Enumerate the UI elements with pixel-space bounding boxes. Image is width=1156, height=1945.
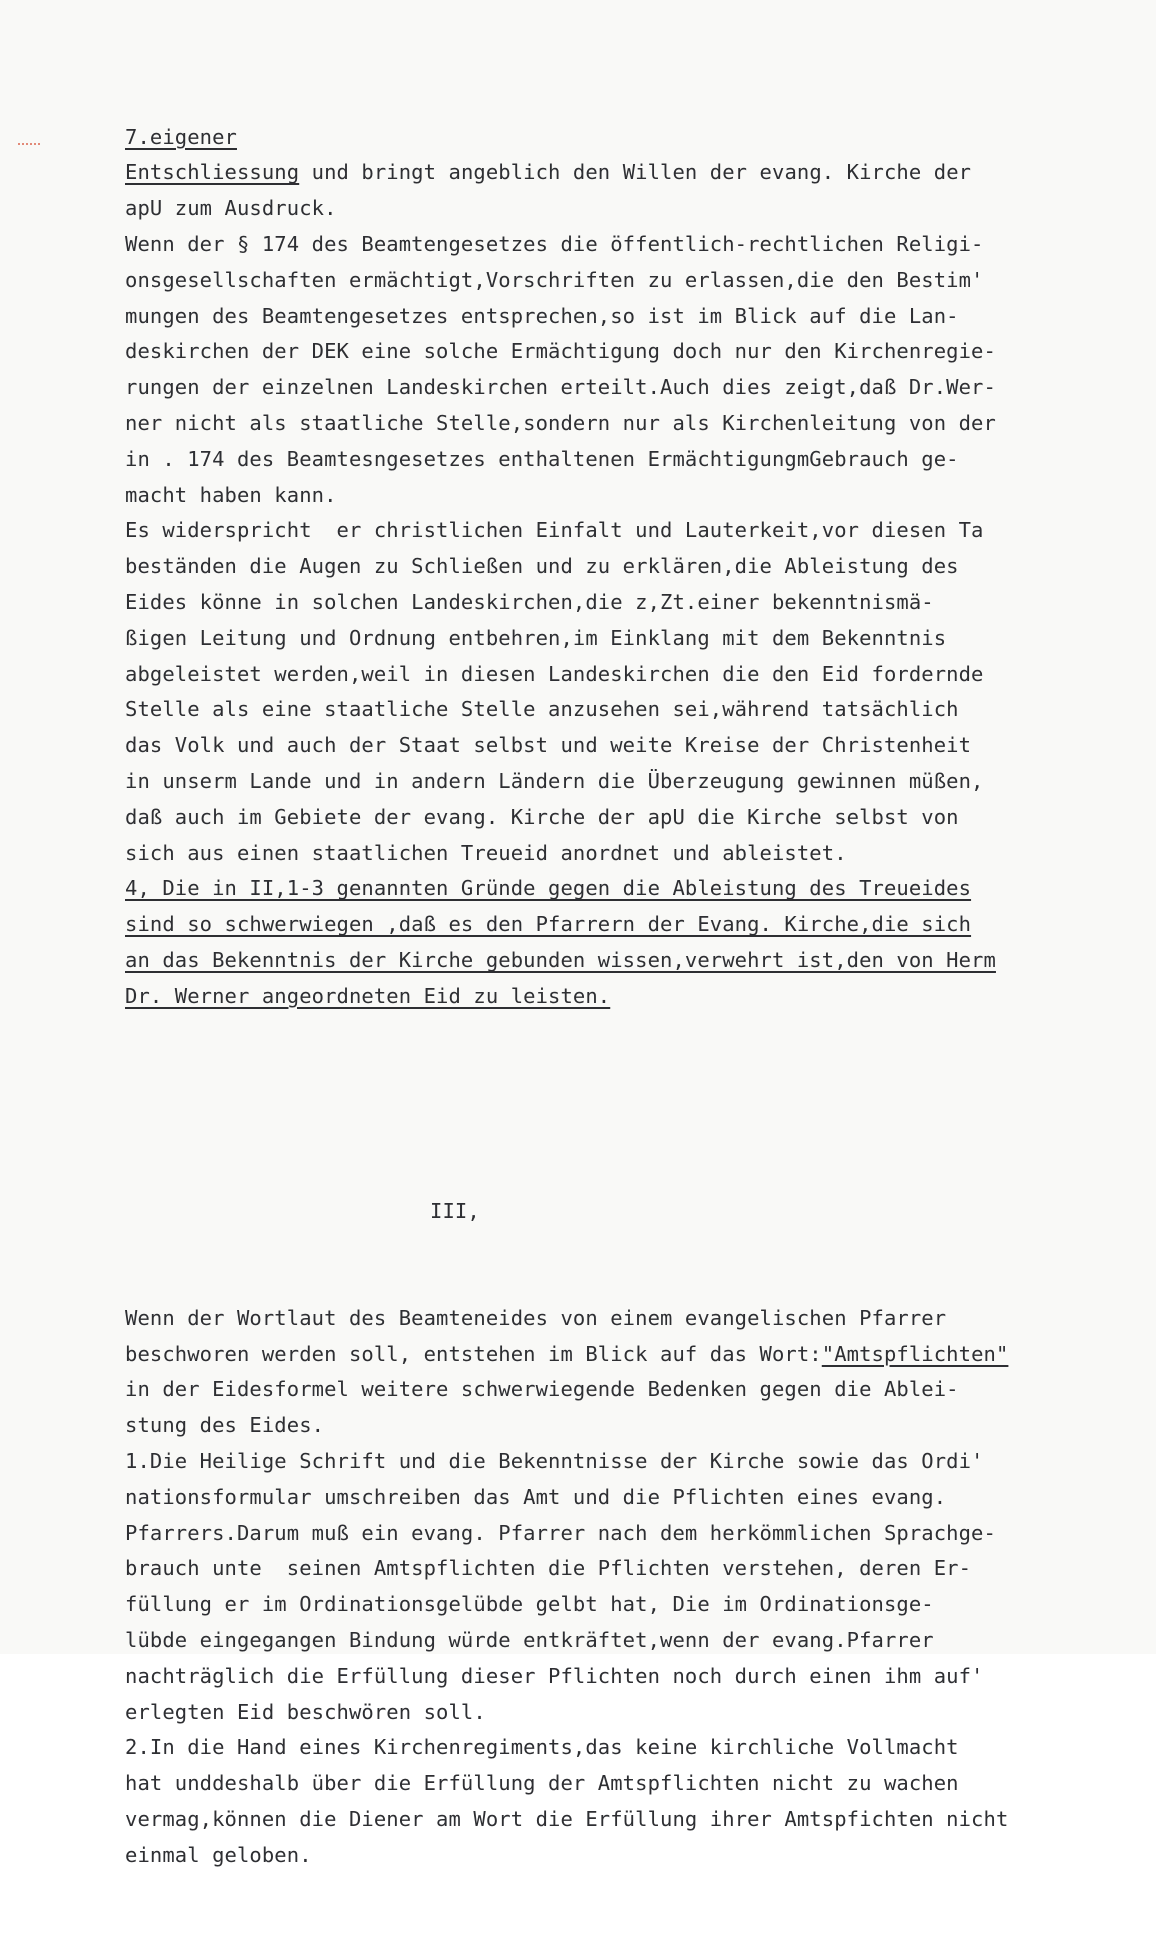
- text-line: mungen des Beamtengesetzes entsprechen,so ist im Blick auf die Lan-: [125, 303, 959, 328]
- text-line: lübde eingegangen Bindung würde entkräftet,wenn der evang.Pfarrer: [125, 1628, 934, 1653]
- section-heading: III,: [430, 1198, 480, 1223]
- text-line: beschworen werden soll, entstehen im Blick auf das Wort:"Amtspflichten": [125, 1341, 1009, 1366]
- text-line: in . 174 des Beamtesngesetzes enthaltenen ErmächtigungmGebrauch ge-: [125, 446, 959, 471]
- text-block-2: [125, 1301, 1135, 1874]
- text-line: Wenn der Wortlaut des Beamteneides von einem evangelischen Pfarrer: [125, 1305, 947, 1330]
- text-line: ßigen Leitung und Ordnung entbehren,im Einklang mit dem Bekenntnis: [125, 625, 947, 650]
- underlined-text: an das Bekenntnis der Kirche gebunden wissen,verwehrt ist,den von Herm: [125, 947, 996, 972]
- text-line: deskirchen der DEK eine solche Ermächtigung doch nur den Kirchenregie-: [125, 339, 996, 364]
- text-line: 2.In die Hand eines Kirchenregiments,das keine kirchliche Vollmacht: [125, 1735, 959, 1760]
- text-line: füllung er im Ordinationsgelübde gelbt hat, Die im Ordinationsge-: [125, 1592, 934, 1617]
- text-line: in unserm Lande und in andern Ländern die Überzeugung gewinnen müßen,: [125, 768, 984, 793]
- text-line: erlegten Eid beschwören soll.: [125, 1699, 486, 1724]
- text-line: [125, 871, 1135, 907]
- text-line: nachträglich die Erfüllung dieser Pflichten noch durch einen ihm auf': [125, 1663, 984, 1688]
- text-line: in der Eidesformel weitere schwerwiegende Bedenken gegen die Ablei-: [125, 1377, 959, 1402]
- text-line: Wenn der § 174 des Beamtengesetzes die öffentlich-rechtlichen Religi-: [125, 231, 984, 256]
- text-line: stung des Eides.: [125, 1413, 325, 1438]
- text-line: sich aus einen staatlichen Treueid anordnet und ableistet.: [125, 840, 847, 865]
- text-line: Stelle als eine staatliche Stelle anzusehen sei,während tatsächlich: [125, 697, 959, 722]
- text-line: beständen die Augen zu Schließen und zu erklären,die Ableistung des: [125, 554, 959, 579]
- text-line: [125, 943, 1135, 979]
- text-line: das Volk und auch der Staat selbst und weite Kreise der Christenheit: [125, 733, 972, 758]
- text-line: 1.Die Heilige Schrift und die Bekenntnisse der Kirche sowie das Ordi': [125, 1449, 984, 1474]
- text-line: Es widerspricht er christlichen Einfalt und Lauterkeit,vor diesen Ta: [125, 518, 984, 543]
- text-line: daß auch im Gebiete der evang. Kirche der apU die Kirche selbst von: [125, 804, 959, 829]
- text-line: [125, 979, 1135, 1015]
- text-line: vermag,können die Diener am Wort die Erfüllung ihrer Amtspfichten nicht: [125, 1807, 1009, 1832]
- underlined-text: 4, Die in II,1-3 genannten Gründe gegen die Ableistung des Treueides: [125, 876, 972, 901]
- text-line: hat unddeshalb über die Erfüllung der Amtspflichten nicht zu wachen: [125, 1771, 959, 1796]
- text-line: brauch unte seinen Amtspflichten die Pflichten verstehen, deren Er-: [125, 1556, 972, 1581]
- text-line: ner nicht als staatliche Stelle,sondern nur als Kirchenleitung von der: [125, 410, 996, 435]
- underlined-text: Dr. Werner angeordneten Eid zu leisten.: [125, 983, 611, 1008]
- text-line: onsgesellschaften ermächtigt,Vorschriften zu erlassen,die den Bestim': [125, 267, 984, 292]
- text-line: [125, 907, 1135, 943]
- text-line: einmal geloben.: [125, 1842, 312, 1867]
- text-line: Eides könne in solchen Landeskirchen,die z,Zt.einer bekenntnismä-: [125, 589, 934, 614]
- underlined-text: sind so schwerwiegen ,daß es den Pfarrern der Evang. Kirche,die sich: [125, 912, 972, 937]
- text-block-1: [125, 120, 1135, 1015]
- text-line: rungen der einzelnen Landeskirchen erteilt.Auch dies zeigt,daß Dr.Wer-: [125, 375, 996, 400]
- text-line: Pfarrers.Darum muß ein evang. Pfarrer nach dem herkömmlichen Sprachge-: [125, 1520, 996, 1545]
- underlined-text: Entschliessung: [125, 160, 300, 185]
- underlined-text: "Amtspflichten": [821, 1341, 1009, 1366]
- blank-line: [125, 1086, 1135, 1122]
- text-line: Entschliessung und bringt angeblich den Willen der evang. Kirche der: [125, 160, 972, 185]
- text-line: nationsformular umschreiben das Amt und die Pflichten eines evang.: [125, 1484, 947, 1509]
- underlined-text: 7.eigener: [125, 124, 237, 149]
- typewritten-text: [125, 48, 1135, 1945]
- text-line: [125, 120, 1135, 156]
- text-line: abgeleistet werden,weil in diesen Landeskirchen die den Eid fordernde: [125, 661, 984, 686]
- margin-mark: [18, 143, 40, 145]
- text-line: macht haben kann.: [125, 482, 337, 507]
- text-line: apU zum Ausdruck.: [125, 196, 337, 221]
